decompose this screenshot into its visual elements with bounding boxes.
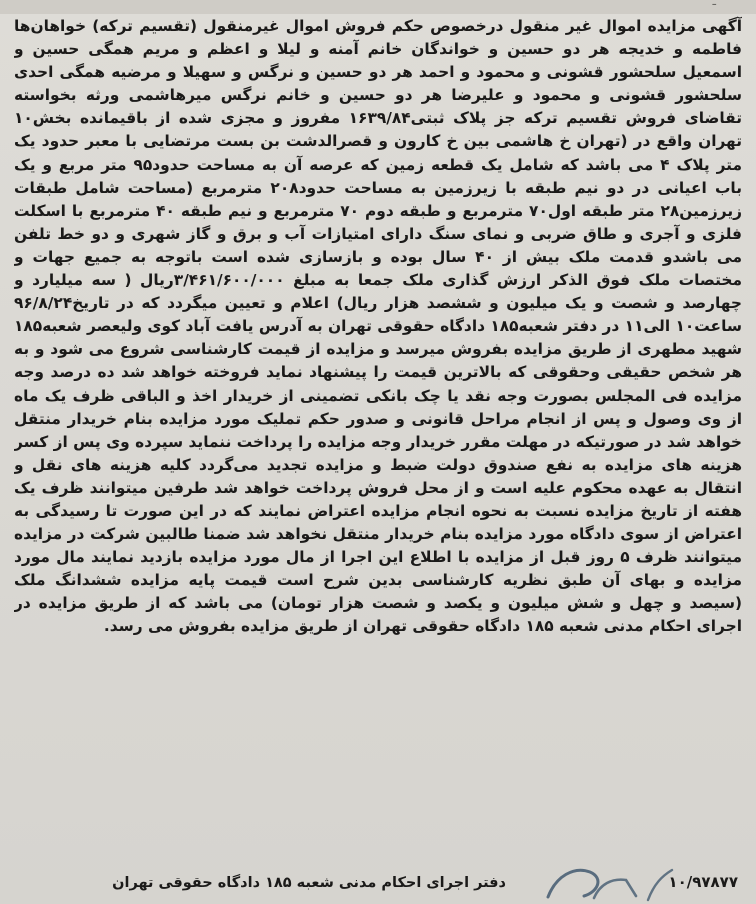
- auction-notice-body: آگهی مزایده اموال غیر منقول درخصوص حکم فروش اموال غیرمنقول (تقسیم ترکه) خواهان‌ها فاطمه و خدیجه هر دو حسین و خواندگان خانم آمنه و لیلا و اعظم و مریم همگی حسین و اسمعیل سلحشور قشونی و محمود و احمد هر دو حسین و نرگس و سهیلا و مرضیه همگی احدی سلحشور قشونی و محمود و علیرضا هر دو حسین و خانم نرگس میرهاشمی ورثه بخواسته تقاضای فروش تقسیم ترکه جز پلاک ثبتی۱۶۳۹/۸۴ مفروز و مجزی شده از باقیمانده بخش۱۰ تهران واقع در (تهران خ هاشمی بین خ کارون و قصرالدشت بن بست مرتضایی با معبر حدود یک متر پلاک ۴ می باشد که شامل یک قطعه زمین که عرصه آن به مساحت حدود۹۵ متر مربع و یک باب اعیانی در دو نیم طبقه با زیرزمین به مساحت حدود۲۰۸ مترمربع (مساحت شامل طبقات زیرزمین۲۸ متر طبقه اول۷۰ مترمربع و طبقه دوم ۷۰ مترمربع و نیم طبقه ۴۰ مترمربع با اسکلت فلزی و آجری و طاق ضربی و نمای سنگ دارای امتیازات آب و برق و گاز شهری و دو خط تلفن می باشدو قدمت ملک بیش از ۴۰ سال بوده و بازسازی شده است باتوجه به جمیع جهات و مختصات ملک فوق الذکر ارزش گذاری ملک جمعا به مبلغ ۳/۴۶۱/۶۰۰/۰۰۰ریال ( سه میلیارد و چهارصد و شصت و یک میلیون و ششصد هزار ریال) اعلام و تعیین میگردد که در تاریخ۹۶/۸/۲۴ ساعت۱۰ الی۱۱ در دفتر شعبه۱۸۵ دادگاه حقوقی تهران به آدرس یافت آباد کوی ولیعصر شعبه۱۸۵ شهید مطهری از طریق مزایده بفروش میرسد و مزایده از قیمت کارشناسی شروع می شود و به هر شخص حقیقی وحقوقی که بالاترین قیمت را پیشنهاد نماید فروخته خواهد شد ده درصد وجه مزایده فی المجلس بصورت وجه نقد یا چک بانکی تضمینی از خریدار اخذ و الباقی ظرف یک ماه از وی وصول و پس از انجام مراحل قانونی و صدور حکم تملیک مورد مزایده بنام خریدار منتقل خواهد شد در صورتیکه در مهلت مقرر خریدار وجه مزایده را پرداخت ننماید سپرده وی پس از کسر هزینه های مزایده به نفع صندوق دولت ضبط و مزایده تجدید می‌گردد کلیه هزینه های نقل و انتقال به عهده محکوم علیه است و از محل فروش پرداخت خواهد شد طرفین میتوانند ظرف یک هفته از تاریخ مزایده نسبت به نحوه انجام مزایده اعتراض نمایند که در این صورت تا رسیدگی به اعتراض از سوی دادگاه مورد مزایده بنام خریدار منتقل نخواهد شد ضمنا طالبین شرکت در مزایده میتوانند ظرف ۵ روز قبل از مزایده با اطلاع این اجرا از مال مورد مزایده بازدید نمایند مال مورد مزایده و بهای آن طبق نظریه کارشناسی بدین شرح است قیمت پایه مزایده ششدانگ ملک (سیصد و چهل و شش میلیون و یکصد و شصت هزار تومان) می باشد که از طریق مزایده در اجرای احکام مدنی شعبه ۱۸۵ دادگاه حقوقی تهران از طریق مزایده بفروش می رسد.: [14, 17, 742, 636]
- clipped-header-strip: [0, 0, 756, 14]
- footer-issuing-office: دفتر اجرای احکام مدنی شعبه ۱۸۵ دادگاه حقوقی تهران: [112, 875, 506, 891]
- notice-footer: [0, 870, 756, 904]
- clipped-header-text: ـ: [712, 0, 716, 8]
- footer-reference-code: ۱۰/۹۷۸۷۷: [668, 873, 738, 891]
